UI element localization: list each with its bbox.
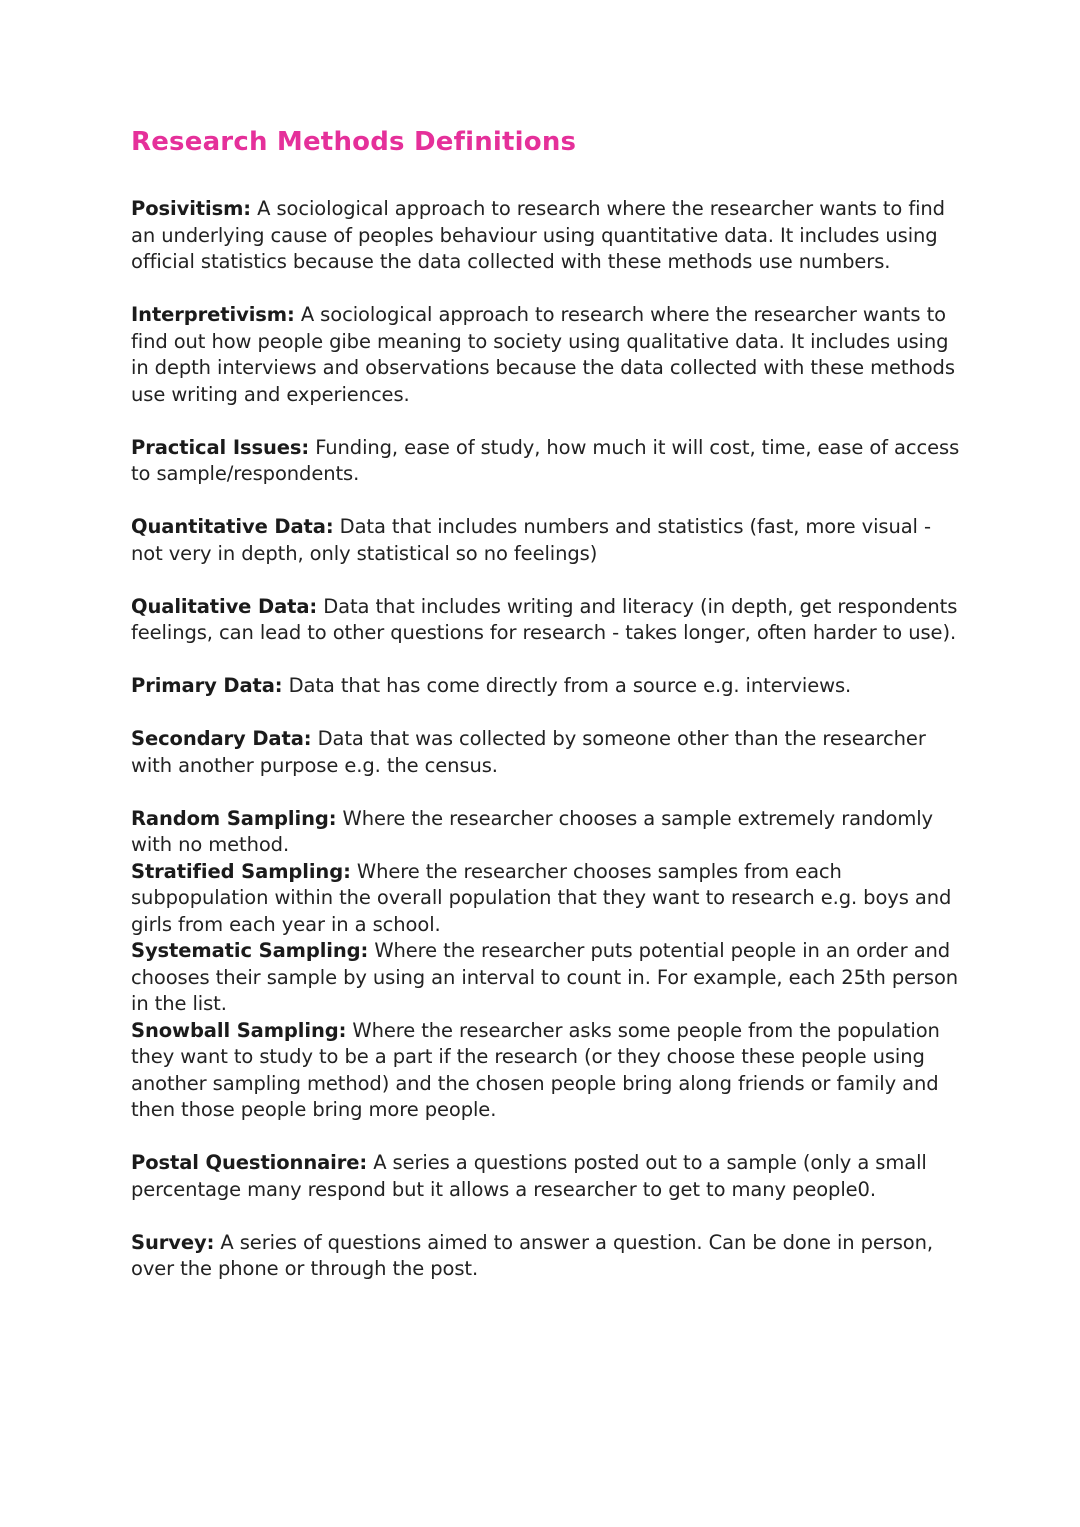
page-title: Research Methods Definitions (131, 127, 577, 157)
definition-practical-issues (131, 435, 961, 488)
definition-secondary-data (131, 726, 961, 779)
definition-text: Data that includes writing and literacy (in depth, get respondents feelings, can lead to other questions for research - takes longer, often harder to use). (131, 594, 958, 644)
definition-postal-questionnaire (131, 1150, 961, 1203)
definition-quantitative-data (131, 514, 961, 567)
definition-random-sampling (131, 806, 961, 859)
definition-text: A sociological approach to research where the researcher wants to find out how people gibe meaning to society using qualitative data. It includes using in depth interviews and observations because the data collected with these methods use writing and experiences. (131, 303, 955, 406)
term-label: Quantitative Data: (131, 515, 334, 538)
definition-systematic-sampling (131, 938, 961, 1018)
term-label: Qualitative Data: (131, 594, 318, 618)
definition-qualitative-data (131, 594, 961, 647)
document-page (131, 124, 961, 1283)
definition-text: Funding, ease of study, how much it will cost, time, ease of access to sample/respondents. (131, 435, 960, 485)
term-label: Survey: (131, 1230, 215, 1254)
definition-text: Where the researcher chooses a sample extremely randomly with no method. (131, 806, 933, 856)
definition-text: Where the researcher asks some people from the population they want to study to be a part if the research (or they choose these people using another sampling method) and the chosen people bring along friends or family and then those people bring more people. (131, 1018, 940, 1121)
definition-text: Data that was collected by someone other than the researcher with another purpose e.g. the census. (131, 727, 926, 777)
term-label: Snowball Sampling: (131, 1018, 347, 1042)
term-label: Primary Data: (131, 674, 283, 697)
term-label: Postal Questionnaire: (131, 1151, 368, 1174)
definition-text: A sociological approach to research where the researcher wants to find an underlying cause of peoples behaviour using quantitative data. It includes using official statistics because the data collected with these methods use numbers. (131, 197, 945, 273)
term-label: Posivitism: (131, 197, 252, 220)
definition-stratified-sampling (131, 859, 961, 939)
definition-posivitism (131, 196, 961, 276)
definition-interpretivism (131, 302, 961, 408)
definition-text: Where the researcher chooses samples from each subpopulation within the overall population that they want to research e.g. boys and girls from each year in a school. (131, 859, 952, 936)
term-label: Interpretivism: (131, 303, 295, 326)
definition-survey (131, 1230, 961, 1283)
definition-text: Data that has come directly from a source e.g. interviews. (288, 674, 852, 697)
definition-primary-data (131, 673, 961, 700)
definition-snowball-sampling (131, 1018, 961, 1124)
definition-text: Where the researcher puts potential people in an order and chooses their sample by using an interval to count in. For example, each 25th person in the list. (131, 939, 959, 1015)
term-label: Random Sampling: (131, 806, 337, 830)
definition-text: Data that includes numbers and statistics (fast, more visual - not very in depth, only statistical so no feelings) (131, 515, 931, 565)
definition-text: A series of questions aimed to answer a question. Can be done in person, over the phone or through the post. (131, 1230, 933, 1280)
definition-text: A series a questions posted out to a sample (only a small percentage many respond but it allows a researcher to get to many people0. (131, 1151, 927, 1201)
term-label: Stratified Sampling: (131, 859, 351, 883)
term-label: Secondary Data: (131, 727, 312, 750)
term-label: Systematic Sampling: (131, 939, 369, 962)
term-label: Practical Issues: (131, 435, 310, 459)
